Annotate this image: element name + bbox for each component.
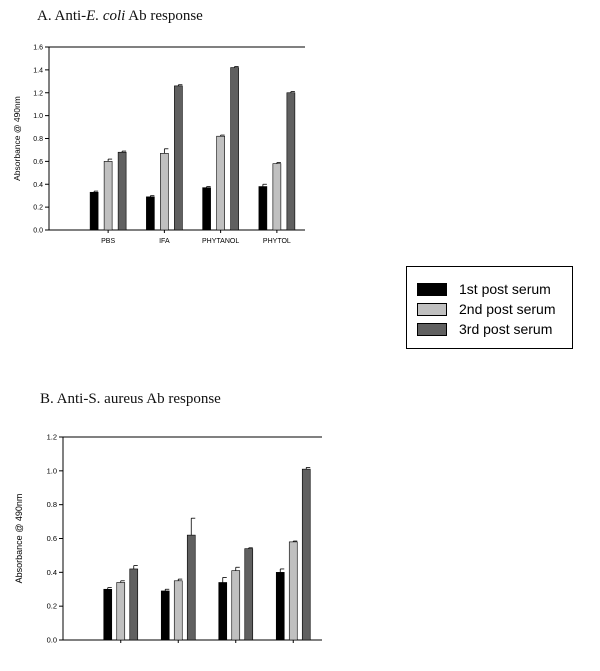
legend-item-2nd	[417, 300, 556, 318]
chart-a-y-tick-label: 0.6	[33, 158, 43, 166]
chart-b-title: B. Anti-S. aureus Ab response	[40, 391, 221, 407]
chart-a-bar	[287, 93, 295, 230]
chart-a-y-tick-label: 0.4	[33, 181, 43, 189]
chart-a-x-tick-label: PHYTOL	[262, 238, 291, 245]
chart-a-y-tick-label: 0.0	[33, 227, 43, 235]
chart-a-title: A. Anti-E. coli Ab response	[37, 8, 203, 24]
chart-b-y-axis-label: Absorbance @ 490nm	[14, 493, 24, 584]
chart-b-bar	[232, 571, 240, 640]
chart-b-bar	[302, 469, 310, 640]
chart-a-bar	[259, 187, 267, 230]
chart-a-bar	[174, 86, 182, 230]
chart-a-y-tick-label: 0.8	[33, 136, 43, 143]
chart-b-bar	[245, 549, 253, 640]
legend-label-3rd: 3rd post serum	[459, 321, 553, 337]
chart-a-bar	[217, 136, 225, 230]
chart-b-y-tick-label: 0.6	[46, 534, 57, 543]
chart-a-y-tick-label: 1.6	[33, 44, 43, 52]
chart-b-y-tick-label: 0.8	[46, 500, 57, 510]
chart-b-bar	[219, 582, 227, 640]
chart-a-bar	[146, 197, 154, 230]
chart-b-y-tick-label: 1.2	[46, 432, 57, 442]
chart-a-bar	[160, 153, 168, 230]
legend-label-2nd: 2nd post serum	[459, 301, 556, 317]
chart-b-bar	[174, 581, 182, 640]
legend	[406, 266, 573, 349]
chart-a-x-tick-label: IFA	[159, 238, 170, 245]
chart-a-x-tick-label: PBS	[101, 238, 116, 245]
chart-b	[0, 425, 600, 671]
chart-b-y-tick-label: 0.0	[46, 635, 57, 645]
chart-a-bar	[273, 164, 281, 230]
chart-b-bar	[130, 569, 138, 640]
chart-b-y-tick-label: 0.2	[46, 601, 57, 611]
legend-item-3rd	[417, 320, 552, 338]
chart-b-bar	[187, 535, 195, 640]
chart-b-bar	[289, 542, 297, 640]
chart-b-y-tick-label: 1.0	[46, 466, 57, 476]
chart-a-bar	[90, 192, 98, 230]
chart-a-y-tick-label: 1.2	[33, 90, 43, 98]
chart-a-y-tick-label: 1.0	[33, 113, 43, 121]
legend-swatch-2nd	[417, 303, 447, 316]
legend-label-1st: 1st post serum	[459, 281, 551, 297]
chart-b-y-tick-label: 0.4	[46, 567, 57, 577]
chart-a-bar	[231, 68, 239, 230]
chart-b-bar	[276, 572, 284, 640]
chart-a	[0, 25, 600, 290]
chart-a-bar	[118, 152, 126, 230]
legend-swatch-3rd	[417, 323, 447, 336]
chart-b-bar	[161, 591, 169, 640]
legend-item-1st	[417, 280, 551, 298]
legend-swatch-1st	[417, 283, 447, 296]
chart-a-bar	[203, 188, 211, 230]
chart-b-bar	[104, 589, 112, 640]
chart-a-y-tick-label: 0.2	[33, 204, 43, 212]
chart-a-y-tick-label: 1.4	[33, 67, 43, 75]
chart-a-bar	[104, 161, 112, 230]
chart-a-x-tick-label: PHYTANOL	[202, 238, 240, 245]
chart-b-bar	[117, 582, 125, 640]
chart-a-y-axis-label: Absorbance @ 490nm	[12, 96, 22, 181]
